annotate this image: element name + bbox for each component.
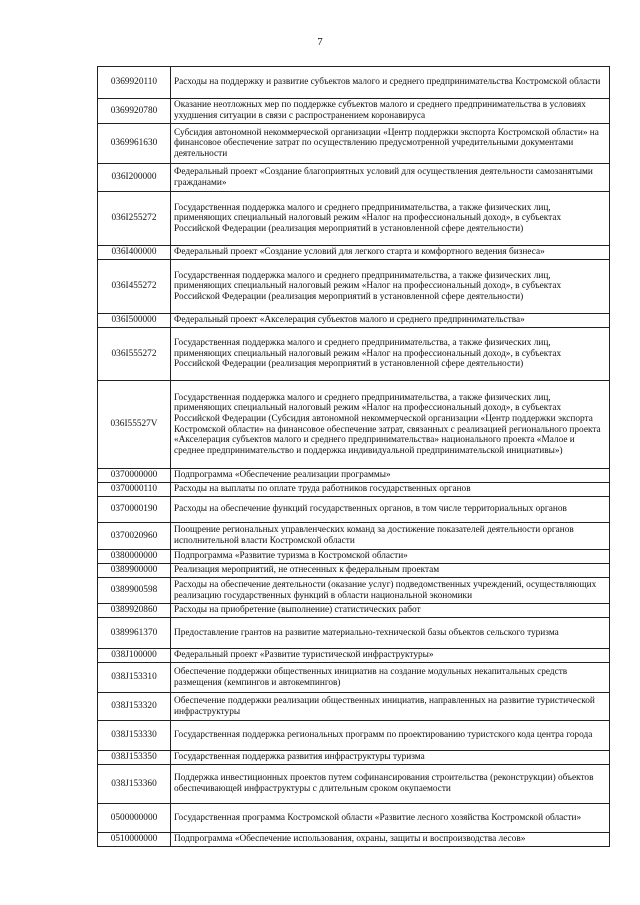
row-code: 038J153310 xyxy=(98,663,171,693)
page-number: 7 xyxy=(317,36,323,48)
row-code: 036I455272 xyxy=(98,260,171,314)
table-row xyxy=(98,765,610,804)
table-row xyxy=(98,497,610,523)
row-code: 0369920780 xyxy=(98,99,171,124)
row-description: Государственная поддержка малого и среднего предпринимательства, а также физических лиц, применяющих специальный налоговый режим «Налог на профессиональный доход», в субъектах Российской Федерации (реализация мероприятий в установленной сфере деятельности) xyxy=(171,192,610,246)
table-row xyxy=(98,523,610,550)
row-code: 0389920860 xyxy=(98,604,171,618)
row-description: Государственная поддержка малого и среднего предпринимательства, а также физических лиц, применяющих специальный налоговый режим «Налог на профессиональный доход», в субъектах Российской Федерации (Субсидия автономной некоммерческой организации «Центр поддержки экспорта Костромской области» на финансовое обеспечение затрат, связанных с реализацией регионального проекта «Акселерация субъектов малого и среднего предпринимательства» национального проекта «Малое и среднее предпринимательство и поддержка индивидуальной предпринимательской инициативы») xyxy=(171,381,610,469)
row-code: 038J153360 xyxy=(98,765,171,804)
budget-codes-table xyxy=(97,66,610,847)
row-description: Поддержка инвестиционных проектов путем софинансирования строительства (реконструкции) объектов обеспечивающей инфраструктуры с длительным сроком окупаемости xyxy=(171,765,610,804)
table-row xyxy=(98,721,610,751)
table-row xyxy=(98,804,610,833)
table-row xyxy=(98,483,610,497)
table-body xyxy=(98,67,610,847)
row-code: 036I555272 xyxy=(98,328,171,381)
table-row xyxy=(98,328,610,381)
row-code: 0370000000 xyxy=(98,469,171,483)
table-row xyxy=(98,550,610,564)
row-code: 0389900598 xyxy=(98,578,171,604)
row-description: Предоставление грантов на развитие материально-технической базы объектов сельского туризма xyxy=(171,618,610,649)
row-description: Обеспечение поддержки общественных инициатив на создание модульных некапитальных средств размещения (кемпингов и автокемпингов) xyxy=(171,663,610,693)
row-code: 0370000110 xyxy=(98,483,171,497)
row-description: Федеральный проект «Создание условий для легкого старта и комфортного ведения бизнеса» xyxy=(171,246,610,260)
row-description: Федеральный проект «Создание благоприятных условий для осуществления деятельности самозанятыми гражданами» xyxy=(171,164,610,192)
row-description: Поощрение региональных управленческих команд за достижение показателей деятельности органов исполнительной власти Костромской области xyxy=(171,523,610,550)
table-row xyxy=(98,192,610,246)
row-code: 038J100000 xyxy=(98,649,171,663)
row-description: Реализация мероприятий, не отнесенных к федеральным проектам xyxy=(171,564,610,578)
row-code: 036I255272 xyxy=(98,192,171,246)
table-row xyxy=(98,833,610,847)
row-description: Обеспечение поддержки реализации общественных инициатив, направленных на развитие туристической инфраструктуры xyxy=(171,693,610,721)
table-row xyxy=(98,604,610,618)
row-description: Подпрограмма «Обеспечение реализации программы» xyxy=(171,469,610,483)
row-code: 0500000000 xyxy=(98,804,171,833)
table-row xyxy=(98,751,610,765)
row-description: Подпрограмма «Развитие туризма в Костромской области» xyxy=(171,550,610,564)
row-description: Расходы на поддержку и развитие субъектов малого и среднего предпринимательства Костромской области xyxy=(171,67,610,99)
table-row xyxy=(98,164,610,192)
table-row xyxy=(98,246,610,260)
row-code: 0370000190 xyxy=(98,497,171,523)
table-row xyxy=(98,381,610,469)
row-code: 036I200000 xyxy=(98,164,171,192)
row-code: 0510000000 xyxy=(98,833,171,847)
row-description: Государственная поддержка развития инфраструктуры туризма xyxy=(171,751,610,765)
row-description: Оказание неотложных мер по поддержке субъектов малого и среднего предпринимательства в условиях ухудшения ситуации в связи с распространением коронавируса xyxy=(171,99,610,124)
row-code: 036I500000 xyxy=(98,314,171,328)
table-row xyxy=(98,469,610,483)
table-row xyxy=(98,564,610,578)
row-code: 0389900000 xyxy=(98,564,171,578)
row-description: Расходы на обеспечение функций государственных органов, в том числе территориальных органов xyxy=(171,497,610,523)
row-description: Субсидия автономной некоммерческой организации «Центр поддержки экспорта Костромской области» на финансовое обеспечение затрат по осуществлению предусмотренной учредительными документами деятельности xyxy=(171,124,610,164)
row-code: 036I400000 xyxy=(98,246,171,260)
row-description: Расходы на выплаты по оплате труда работников государственных органов xyxy=(171,483,610,497)
table-row xyxy=(98,618,610,649)
row-description: Государственная поддержка малого и среднего предпринимательства, а также физических лиц, применяющих специальный налоговый режим «Налог на профессиональный доход», в субъектах Российской Федерации (реализация мероприятий в установленной сфере деятельности) xyxy=(171,260,610,314)
row-description: Федеральный проект «Развитие туристической инфраструктуры» xyxy=(171,649,610,663)
row-code: 038J153320 xyxy=(98,693,171,721)
table-row xyxy=(98,649,610,663)
row-description: Федеральный проект «Акселерация субъектов малого и среднего предпринимательства» xyxy=(171,314,610,328)
row-description: Государственная поддержка малого и среднего предпринимательства, а также физических лиц, применяющих специальный налоговый режим «Налог на профессиональный доход», в субъектах Российской Федерации (реализация мероприятий в установленной сфере деятельности) xyxy=(171,328,610,381)
table-row xyxy=(98,124,610,164)
table-row xyxy=(98,663,610,693)
row-code: 0370020960 xyxy=(98,523,171,550)
row-code: 038J153330 xyxy=(98,721,171,751)
table-row xyxy=(98,693,610,721)
table-row xyxy=(98,578,610,604)
row-description: Расходы на приобретение (выполнение) статистических работ xyxy=(171,604,610,618)
table-row xyxy=(98,260,610,314)
row-code: 0369920110 xyxy=(98,67,171,99)
row-code: 038J153350 xyxy=(98,751,171,765)
row-description: Расходы на обеспечение деятельности (оказание услуг) подведомственных учреждений, осуществляющих реализацию государственных функций в области национальной экономики xyxy=(171,578,610,604)
row-description: Государственная программа Костромской области «Развитие лесного хозяйства Костромской области» xyxy=(171,804,610,833)
row-code: 0380000000 xyxy=(98,550,171,564)
table-row xyxy=(98,67,610,99)
row-description: Государственная поддержка региональных программ по проектированию туристского кода центра города xyxy=(171,721,610,751)
table-row xyxy=(98,99,610,124)
row-code: 0369961630 xyxy=(98,124,171,164)
row-code: 0389961370 xyxy=(98,618,171,649)
row-code: 036I55527V xyxy=(98,381,171,469)
row-description: Подпрограмма «Обеспечение использования, охраны, защиты и воспроизводства лесов» xyxy=(171,833,610,847)
table-row xyxy=(98,314,610,328)
